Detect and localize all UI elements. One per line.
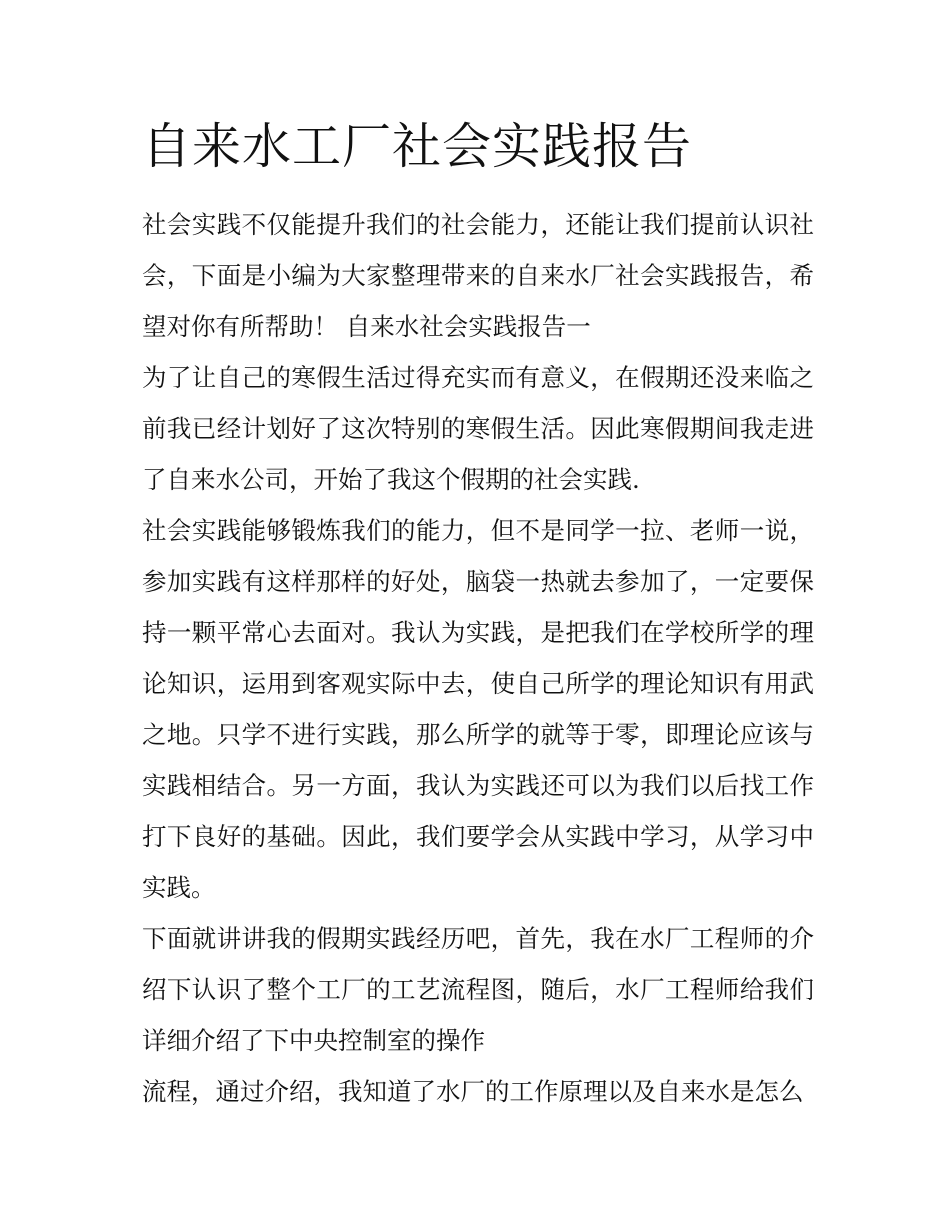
paragraph: 社会实践不仅能提升我们的社会能力，还能让我们提前认识社会，下面是小编为大家整理带来的自来水厂社会实践报告，希望对你有所帮助！ 自来水社会实践报告一 (142, 210, 814, 341)
paragraph: 下面就讲讲我的假期实践经历吧，首先，我在水厂工程师的介绍下认识了整个工厂的工艺流程图，随后，水厂工程师给我们详细介绍了下中央控制室的操作 (142, 924, 814, 1055)
document-body (142, 199, 814, 1117)
paragraph: 流程，通过介绍，我知道了水厂的工作原理以及自来水是怎么 (142, 1077, 804, 1106)
paragraph: 为了让自己的寒假生活过得充实而有意义，在假期还没来临之前我已经计划好了这次特别的寒假生活。因此寒假期间我走进了自来水公司，开始了我这个假期的社会实践. (142, 363, 814, 494)
document-title: 自来水工厂社会实践报告 (142, 118, 693, 175)
paragraph: 社会实践能够锻炼我们的能力，但不是同学一拉、老师一说，参加实践有这样那样的好处，脑袋一热就去参加了，一定要保持一颗平常心去面对。我认为实践，是把我们在学校所学的理论知识，运用到客观实际中去，使自己所学的理论知识有用武之地。只学不进行实践，那么所学的就等于零，即理论应该与实践相结合。另一方面，我认为实践还可以为我们以后找工作打下良好的基础。因此，我们要学会从实践中学习，从学习中实践。 (142, 516, 814, 902)
